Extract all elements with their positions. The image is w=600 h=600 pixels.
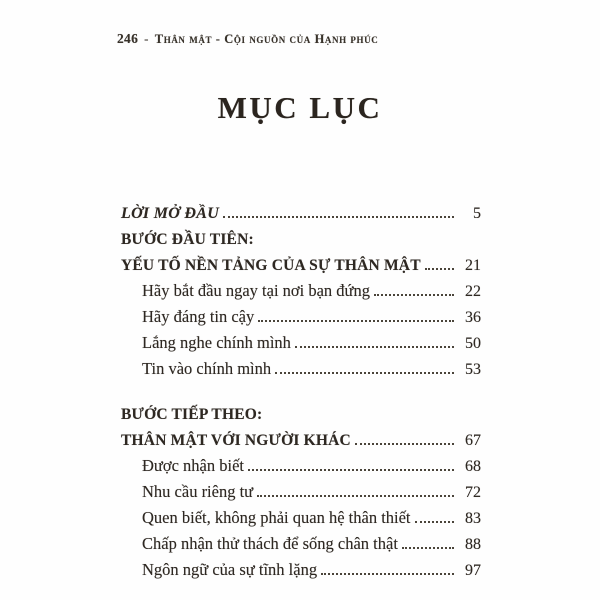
toc-entry-label: Ngôn ngữ của sự tĩnh lặng — [142, 560, 318, 579]
toc-entry-label: Chấp nhận thử thách để sống chân thật — [142, 534, 398, 553]
toc-entry-page: 83 — [465, 510, 481, 527]
toc-entry-page: 67 — [465, 432, 481, 449]
toc-entry — [121, 197, 481, 223]
toc-entry-label: Được nhận biết — [142, 456, 244, 475]
dot-leader — [355, 443, 454, 445]
toc-entry — [121, 528, 481, 554]
toc-entry-label: THÂN MẬT VỚI NGƯỜI KHÁC — [121, 432, 351, 449]
dot-leader — [258, 320, 454, 322]
toc-entry — [121, 476, 481, 502]
toc-entry — [121, 223, 481, 249]
dot-leader — [321, 573, 454, 575]
dot-leader — [248, 469, 454, 471]
dot-leader — [257, 495, 454, 497]
toc-entry — [121, 327, 481, 353]
toc-entry — [121, 502, 481, 528]
header-book-title: Thân mật - Cội nguồn của Hạnh phúc — [154, 32, 379, 46]
dot-leader — [374, 294, 454, 296]
toc-entry-page: 21 — [465, 257, 481, 274]
dot-leader — [402, 547, 454, 549]
toc-list — [121, 197, 481, 580]
dot-leader — [415, 521, 454, 523]
toc-entry-label: Hãy bắt đầu ngay tại nơi bạn đứng — [142, 281, 370, 300]
toc-entry — [121, 301, 481, 327]
toc-entry — [121, 249, 481, 275]
toc-entry-label: Hãy đáng tin cậy — [142, 307, 255, 326]
toc-entry-label: Quen biết, không phải quan hệ thân thiết — [142, 508, 411, 527]
toc-entry — [121, 353, 481, 379]
toc-entry — [121, 554, 481, 580]
running-header — [117, 31, 378, 47]
toc-entry — [121, 275, 481, 301]
page-title: MỤC LỤC — [217, 90, 383, 125]
toc-entry-page: 36 — [465, 309, 481, 326]
dot-leader — [425, 268, 454, 270]
toc-entry-page: 88 — [465, 536, 481, 553]
toc-entry — [121, 424, 481, 450]
toc-entry — [121, 450, 481, 476]
toc-entry — [121, 398, 481, 424]
header-page-number: 246 — [117, 31, 139, 46]
toc-entry-label: YẾU TỐ NỀN TẢNG CỦA SỰ THÂN MẬT — [121, 257, 421, 274]
toc-entry-label: BƯỚC TIẾP THEO: — [121, 406, 263, 423]
dot-leader — [275, 372, 454, 374]
toc-entry-label: BƯỚC ĐẦU TIÊN: — [121, 231, 254, 248]
toc-entry-page: 72 — [465, 484, 481, 501]
dot-leader — [295, 346, 454, 348]
toc-entry-label: Tin vào chính mình — [142, 359, 272, 378]
header-separator: - — [144, 31, 149, 46]
toc-entry-page: 53 — [465, 361, 481, 378]
toc-entry-page: 5 — [473, 205, 481, 222]
toc-entry-label: Lắng nghe chính mình — [142, 333, 291, 352]
toc-entry-page: 97 — [465, 562, 481, 579]
toc-entry-label: LỜI MỞ ĐẦU — [121, 205, 220, 222]
toc-entry-page: 50 — [465, 335, 481, 352]
toc-entry-page: 68 — [465, 458, 481, 475]
toc-entry-label: Nhu cầu riêng tư — [142, 482, 254, 501]
toc-entry-page: 22 — [465, 283, 481, 300]
dot-leader — [223, 216, 454, 218]
